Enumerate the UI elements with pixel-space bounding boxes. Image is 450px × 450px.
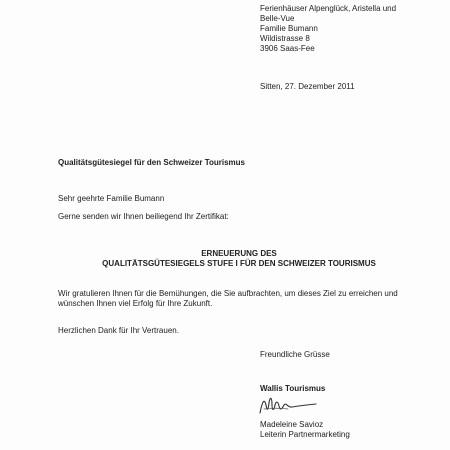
thanks-text: Herzlichen Dank für Ihr Vertrauen. <box>58 326 179 335</box>
letter-date: Sitten, 27. Dezember 2011 <box>260 82 355 91</box>
signer-block <box>260 420 350 440</box>
handwritten-signature <box>258 393 318 419</box>
signer-name: Madeleine Savioz <box>260 420 324 429</box>
address-line-4: Wildistrasse 8 <box>260 34 310 43</box>
letter-subject: Qualitätsgütesiegel für den Schweizer Tourismus <box>58 158 246 167</box>
heading-line-2: QUALITÄTSGÜTESIEGELS STUFE I FÜR DEN SCHWEIZER TOURISMUS <box>102 259 376 268</box>
body-line-2: wünschen Ihnen viel Erfolg für Ihre Zukunft. <box>58 299 213 308</box>
body-paragraph <box>58 289 398 309</box>
body-line-1: Wir gratulieren Ihnen für die Bemühungen, die Sie aufbrachten, um dieses Ziel zu erreichen und <box>58 289 398 298</box>
address-line-1: Ferienhäuser Alpenglück, Aristella und <box>260 4 397 13</box>
address-line-3: Familie Bumann <box>260 24 318 33</box>
address-line-2: Belle-Vue <box>260 14 295 23</box>
organization-name: Wallis Tourismus <box>260 384 326 393</box>
signer-title: Leiterin Partnermarketing <box>260 430 350 439</box>
address-line-5: 3906 Saas-Fee <box>260 44 315 53</box>
recipient-address <box>260 4 396 54</box>
heading-line-1: ERNEUERUNG DES <box>201 249 277 258</box>
salutation: Sehr geehrte Familie Bumann <box>58 194 165 203</box>
closing-greeting: Freundliche Grüsse <box>260 350 330 359</box>
intro-text: Gerne senden wir Ihnen beiliegend Ihr Zertifikat: <box>58 212 229 221</box>
certificate-heading <box>58 249 420 269</box>
